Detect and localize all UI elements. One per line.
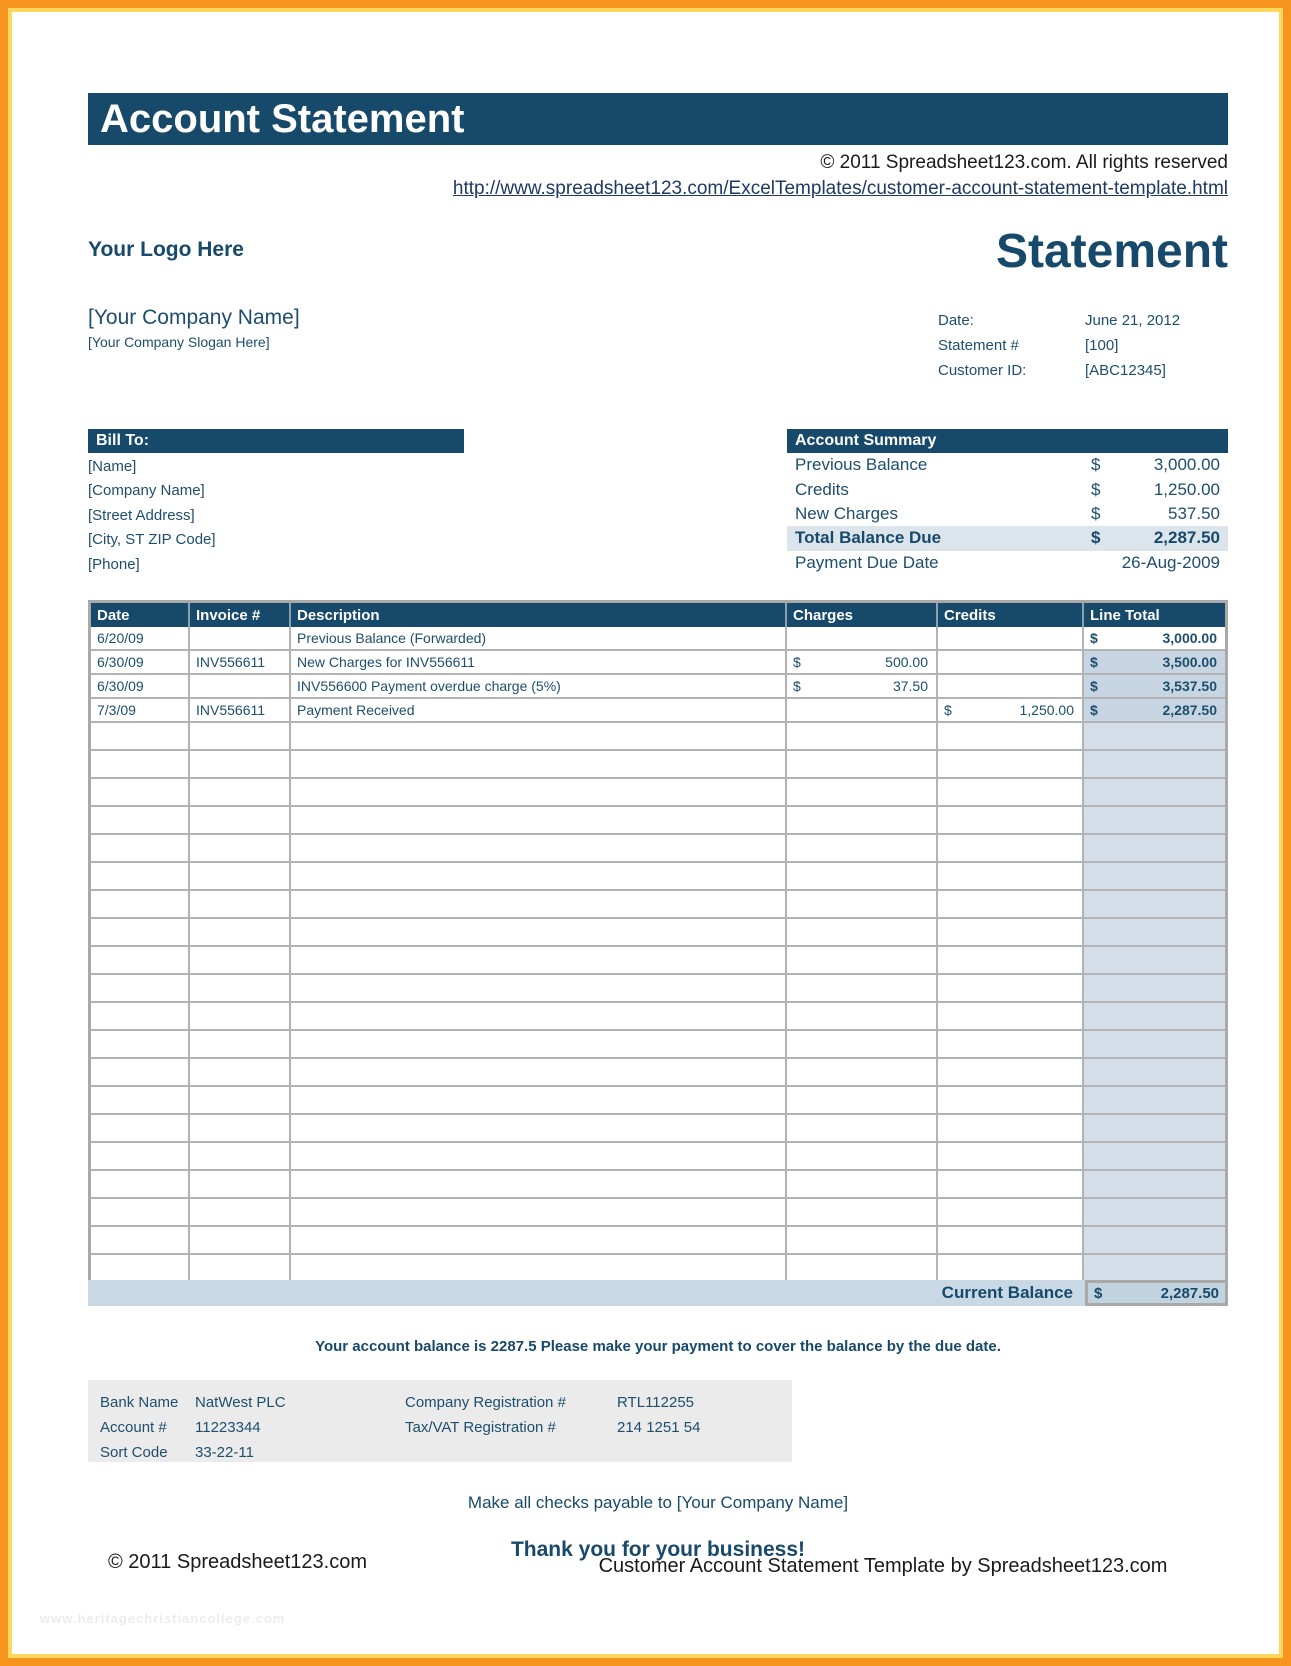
summary-row (787, 502, 1228, 526)
cell-charges (787, 651, 938, 675)
table-row-empty (91, 1199, 1225, 1227)
table-row-empty (91, 779, 1225, 807)
cell-date: 7/3/09 (91, 699, 190, 723)
cell-empty (938, 919, 1084, 947)
summary-label: Credits (795, 479, 849, 499)
table-row-empty (91, 863, 1225, 891)
currency-symbol: $ (1091, 503, 1101, 523)
template-url-link[interactable]: http://www.spreadsheet123.com/ExcelTemplates/customer-account-statement-template.html (452, 178, 1228, 199)
thank-you-note: Thank you for your business! (510, 1538, 806, 1561)
currency-symbol: $ (1094, 1284, 1103, 1302)
cell-credits (938, 651, 1084, 675)
cell-empty (291, 1199, 787, 1227)
table-row-empty (91, 1031, 1225, 1059)
table-row-empty (91, 1143, 1225, 1171)
column-header: Line Total (1084, 603, 1225, 627)
cell-empty (190, 891, 291, 919)
cell-empty (938, 1115, 1084, 1143)
cell-invoice (190, 627, 291, 651)
column-header: Invoice # (190, 603, 291, 627)
transactions-body (91, 627, 1225, 1283)
current-balance-label: Current Balance (941, 1283, 1073, 1302)
currency-symbol: $ (1091, 455, 1101, 475)
table-row-empty (91, 1003, 1225, 1031)
cell-empty (291, 1031, 787, 1059)
cell-empty (190, 807, 291, 835)
cell-empty (190, 1199, 291, 1227)
cell-empty (938, 723, 1084, 751)
cell-empty (938, 1003, 1084, 1031)
cell-empty (1084, 723, 1225, 751)
table-row (91, 651, 1225, 675)
bank-detail-row (100, 1390, 792, 1415)
bank-label: Account # (100, 1419, 167, 1436)
cell-description: Previous Balance (Forwarded) (291, 627, 787, 651)
cell-empty (91, 863, 190, 891)
cell-empty (1084, 891, 1225, 919)
cell-empty (1084, 1003, 1225, 1031)
cell-empty (190, 947, 291, 975)
amount: 37.50 (892, 678, 928, 694)
summary-value (1085, 553, 1228, 573)
info-label: Statement # (938, 337, 1019, 354)
bill-to-line: [Name] (88, 458, 137, 475)
cell-empty (787, 807, 938, 835)
summary-value (1085, 528, 1228, 548)
cell-empty (938, 863, 1084, 891)
cell-empty (938, 975, 1084, 1003)
cell-empty (91, 1031, 190, 1059)
current-balance-row (88, 1280, 1228, 1306)
cell-empty (291, 919, 787, 947)
account-summary (787, 429, 1228, 575)
bill-to-header: Bill To: (88, 429, 464, 453)
registration-label: Company Registration # (405, 1394, 566, 1411)
summary-row (787, 526, 1228, 550)
page-title: Account Statement (88, 93, 1228, 145)
table-row-empty (91, 975, 1225, 1003)
cell-empty (190, 1143, 291, 1171)
bill-to-line: [Company Name] (88, 482, 205, 500)
cell-empty (291, 1171, 787, 1199)
bill-to-lines (88, 458, 216, 580)
cell-empty (291, 1059, 787, 1087)
cell-empty (291, 863, 787, 891)
cell-empty (291, 835, 787, 863)
cell-empty (1084, 1143, 1225, 1171)
cell-empty (938, 807, 1084, 835)
table-row-empty (91, 723, 1225, 751)
company-slogan: [Your Company Slogan Here] (88, 334, 270, 350)
cell-line-total (1084, 699, 1225, 723)
cell-empty (787, 863, 938, 891)
table-row-empty (91, 947, 1225, 975)
bank-label: Bank Name (100, 1394, 179, 1411)
amount: 1,250.00 (1019, 702, 1074, 718)
bill-to-line: [Phone] (88, 555, 140, 573)
table-row-empty (91, 919, 1225, 947)
bank-detail-row (100, 1415, 792, 1440)
table-row-empty (91, 1255, 1225, 1283)
bill-to-line: [City, ST ZIP Code] (88, 531, 216, 549)
currency-symbol: $ (1091, 528, 1101, 548)
cell-empty (91, 975, 190, 1003)
cell-empty (1084, 1059, 1225, 1087)
cell-empty (91, 835, 190, 863)
cell-empty (91, 947, 190, 975)
cell-empty (787, 1171, 938, 1199)
cell-empty (1084, 863, 1225, 891)
statement-info (938, 312, 1180, 379)
bank-value: 11223344 (195, 1419, 261, 1436)
cell-empty (938, 835, 1084, 863)
cell-empty (190, 1059, 291, 1087)
bank-value: NatWest PLC (195, 1394, 286, 1411)
cell-empty (1084, 1227, 1225, 1255)
account-summary-rows (787, 453, 1228, 575)
transactions-table (88, 600, 1228, 1286)
amount: 3,000.00 (1162, 630, 1217, 646)
company-name: [Your Company Name] (88, 306, 300, 329)
table-row-empty (91, 1171, 1225, 1199)
cell-empty (190, 1031, 291, 1059)
amount: 3,500.00 (1162, 654, 1217, 670)
transactions-header-row (91, 603, 1225, 627)
cell-empty (938, 1171, 1084, 1199)
cell-empty (291, 1143, 787, 1171)
cell-empty (787, 1227, 938, 1255)
summary-value (1085, 504, 1228, 524)
cell-empty (291, 1255, 787, 1283)
table-row-empty (91, 1059, 1225, 1087)
table-row-empty (91, 1227, 1225, 1255)
cell-empty (291, 1227, 787, 1255)
cell-empty (938, 1059, 1084, 1087)
cell-charges (787, 699, 938, 723)
summary-label: Previous Balance (795, 455, 928, 475)
cell-empty (91, 1255, 190, 1283)
account-summary-header: Account Summary (787, 429, 1228, 453)
summary-value (1085, 455, 1228, 475)
cell-date: 6/30/09 (91, 675, 190, 699)
cell-empty (787, 947, 938, 975)
cell-empty (291, 723, 787, 751)
cell-empty (1084, 947, 1225, 975)
cell-empty (291, 779, 787, 807)
cell-charges (787, 627, 938, 651)
balance-note: Your account balance is 2287.5 Please make your payment to cover the balance by the due date. (315, 1338, 1001, 1355)
cell-empty (91, 1059, 190, 1087)
amount: 1,250.00 (1153, 479, 1220, 499)
cell-empty (1084, 1199, 1225, 1227)
cell-charges (787, 675, 938, 699)
currency-symbol: $ (1090, 702, 1098, 718)
info-label: Date: (938, 312, 974, 329)
bank-label: Sort Code (100, 1444, 168, 1461)
summary-row (787, 551, 1228, 575)
cell-empty (291, 751, 787, 779)
cell-empty (787, 1059, 938, 1087)
currency-symbol: $ (793, 678, 801, 694)
summary-row (787, 477, 1228, 501)
currency-symbol: $ (1091, 479, 1101, 499)
cell-empty (1084, 975, 1225, 1003)
cell-date: 6/20/09 (91, 627, 190, 651)
summary-label: Total Balance Due (795, 528, 942, 548)
cell-empty (190, 835, 291, 863)
cell-line-total (1084, 651, 1225, 675)
cell-empty (91, 1199, 190, 1227)
cell-empty (190, 723, 291, 751)
cell-empty (938, 891, 1084, 919)
cell-empty (91, 1171, 190, 1199)
cell-empty (1084, 1087, 1225, 1115)
cell-empty (91, 1115, 190, 1143)
cell-empty (190, 1227, 291, 1255)
table-row-empty (91, 1087, 1225, 1115)
cell-empty (291, 807, 787, 835)
cell-empty (787, 975, 938, 1003)
cell-empty (91, 1087, 190, 1115)
cell-empty (787, 1255, 938, 1283)
registration-value: RTL112255 (617, 1394, 695, 1411)
info-value: [100] (1085, 337, 1119, 354)
cell-description: Payment Received (291, 699, 787, 723)
table-row-empty (91, 1115, 1225, 1143)
column-header: Charges (787, 603, 938, 627)
logo-placeholder: Your Logo Here (88, 238, 244, 261)
cell-empty (190, 863, 291, 891)
checks-payable-note: Make all checks payable to [Your Company Name] (467, 1493, 849, 1512)
cell-empty (938, 1031, 1084, 1059)
cell-empty (787, 1003, 938, 1031)
info-label: Customer ID: (938, 362, 1027, 379)
cell-empty (91, 723, 190, 751)
column-header: Date (91, 603, 190, 627)
table-row-empty (91, 891, 1225, 919)
cell-empty (938, 779, 1084, 807)
cell-line-total (1084, 627, 1225, 651)
amount: 3,000.00 (1153, 455, 1220, 475)
amount: 537.50 (1168, 503, 1220, 523)
registration-label: Tax/VAT Registration # (405, 1419, 556, 1436)
cell-empty (787, 1115, 938, 1143)
table-row-empty (91, 835, 1225, 863)
statement-title: Statement (995, 225, 1228, 278)
bank-value: 33-22-11 (195, 1444, 254, 1461)
cell-empty (787, 835, 938, 863)
cell-empty (190, 751, 291, 779)
cell-empty (1084, 1115, 1225, 1143)
column-header: Description (291, 603, 787, 627)
cell-empty (938, 1199, 1084, 1227)
amount: 2,287.50 (1153, 528, 1220, 548)
cell-empty (787, 779, 938, 807)
cell-credits (938, 627, 1084, 651)
cell-empty (91, 891, 190, 919)
table-row-empty (91, 751, 1225, 779)
currency-symbol: $ (1090, 654, 1098, 670)
watermark-text: www.heritagechristiancollege.com (40, 1611, 286, 1626)
cell-empty (938, 751, 1084, 779)
cell-empty (91, 919, 190, 947)
cell-empty (190, 975, 291, 1003)
cell-empty (91, 1003, 190, 1031)
cell-empty (938, 1227, 1084, 1255)
column-header: Credits (938, 603, 1084, 627)
cell-empty (1084, 1255, 1225, 1283)
cell-empty (787, 751, 938, 779)
cell-description: New Charges for INV556611 (291, 651, 787, 675)
cell-description: INV556600 Payment overdue charge (5%) (291, 675, 787, 699)
bill-to-line: [Street Address] (88, 506, 195, 524)
cell-empty (190, 1087, 291, 1115)
cell-empty (91, 751, 190, 779)
cell-empty (291, 1087, 787, 1115)
cell-empty (190, 1255, 291, 1283)
cell-empty (91, 1143, 190, 1171)
bank-details-block (88, 1380, 792, 1462)
footer-template-caption: Customer Account Statement Template by Spreadsheet123.com (598, 1555, 1168, 1577)
cell-empty (938, 1143, 1084, 1171)
cell-empty (291, 1115, 787, 1143)
cell-empty (291, 975, 787, 1003)
currency-symbol: $ (793, 654, 801, 670)
amount: 26-Aug-2009 (1121, 552, 1220, 572)
cell-empty (787, 919, 938, 947)
cell-empty (1084, 1171, 1225, 1199)
cell-empty (1084, 807, 1225, 835)
cell-invoice (190, 675, 291, 699)
cell-empty (190, 919, 291, 947)
cell-invoice: INV556611 (190, 651, 291, 675)
table-row (91, 675, 1225, 699)
summary-value (1085, 480, 1228, 500)
cell-empty (91, 779, 190, 807)
cell-empty (938, 1255, 1084, 1283)
cell-empty (91, 807, 190, 835)
cell-date: 6/30/09 (91, 651, 190, 675)
current-balance-value (1085, 1280, 1228, 1306)
cell-empty (190, 779, 291, 807)
cell-empty (787, 1143, 938, 1171)
cell-empty (1084, 835, 1225, 863)
cell-line-total (1084, 675, 1225, 699)
table-row (91, 699, 1225, 723)
cell-empty (938, 1087, 1084, 1115)
cell-empty (1084, 779, 1225, 807)
amount: 2,287.50 (1162, 702, 1217, 718)
cell-credits (938, 699, 1084, 723)
cell-empty (787, 723, 938, 751)
currency-symbol: $ (944, 702, 952, 718)
copyright-line: © 2011 Spreadsheet123.com. All rights reserved (820, 152, 1228, 173)
cell-empty (190, 1115, 291, 1143)
bank-detail-row (100, 1440, 792, 1465)
cell-empty (291, 947, 787, 975)
info-value: [ABC12345] (1085, 362, 1166, 379)
current-balance-amount: 2,287.50 (1160, 1284, 1219, 1302)
currency-symbol: $ (1090, 678, 1098, 694)
summary-label: Payment Due Date (795, 552, 939, 572)
cell-empty (91, 1227, 190, 1255)
table-row-empty (91, 807, 1225, 835)
cell-invoice: INV556611 (190, 699, 291, 723)
registration-value: 214 1251 54 (617, 1419, 701, 1436)
cell-empty (1084, 1031, 1225, 1059)
summary-row (787, 453, 1228, 477)
info-value: June 21, 2012 (1085, 312, 1181, 329)
cell-empty (787, 1199, 938, 1227)
amount: 3,537.50 (1162, 678, 1217, 694)
cell-empty (787, 1087, 938, 1115)
amount: 500.00 (885, 654, 928, 670)
cell-empty (787, 1031, 938, 1059)
cell-empty (938, 947, 1084, 975)
cell-empty (291, 1003, 787, 1031)
cell-empty (190, 1003, 291, 1031)
cell-empty (1084, 751, 1225, 779)
cell-empty (787, 891, 938, 919)
cell-empty (1084, 919, 1225, 947)
cell-empty (291, 891, 787, 919)
cell-credits (938, 675, 1084, 699)
cell-empty (190, 1171, 291, 1199)
summary-label: New Charges (795, 503, 898, 523)
table-row (91, 627, 1225, 651)
currency-symbol: $ (1090, 630, 1098, 646)
footer-copyright: © 2011 Spreadsheet123.com (108, 1551, 367, 1573)
